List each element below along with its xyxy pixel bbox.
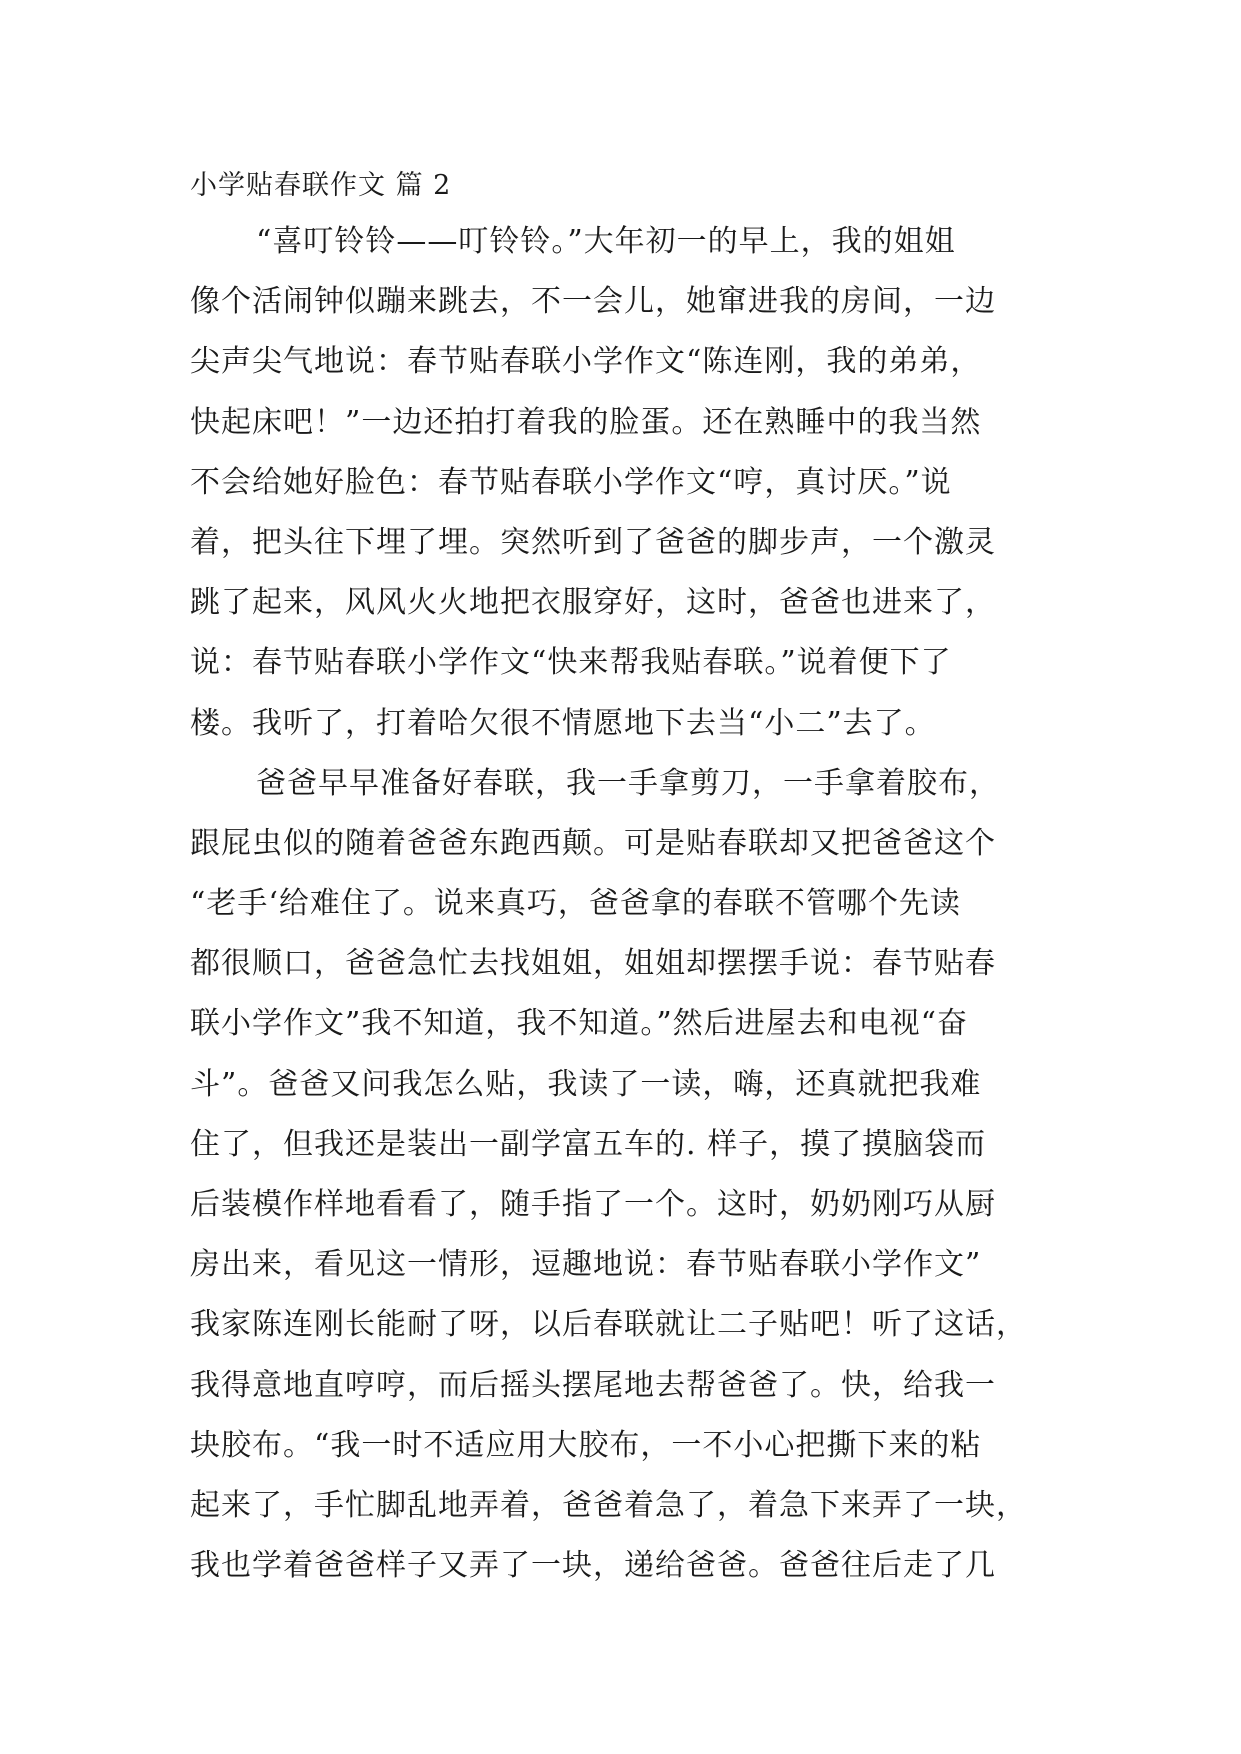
text-line: 跳了起来，风风火火地把衣服穿好，这时，爸爸也进来了， (190, 585, 996, 621)
text-line: 像个活闹钟似蹦来跳去，不一会儿，她窜进我的房间，一边 (190, 284, 996, 320)
text-line: 块胶布。“我一时不适应用大胶布，一不小心把撕下来的粘 (190, 1427, 982, 1463)
text-line: 联小学作文”我不知道，我不知道。”然后进屋去和电视“奋 (190, 1006, 969, 1042)
text-line: 斗”。爸爸又问我怎么贴，我读了一读，嗨，还真就把我难 (190, 1066, 982, 1102)
text-line: 我家陈连刚长能耐了呀，以后春联就让二子贴吧！听了这话， (190, 1307, 1027, 1343)
text-line: 后装模作样地看看了，随手指了一个。这时，奶奶刚巧从厨 (190, 1187, 996, 1222)
text-line: 我得意地直哼哼，而后摇头摆尾地去帮爸爸了。快，给我一 (190, 1367, 996, 1403)
text-line: 快起床吧！”一边还拍打着我的脸蛋。还在熟睡中的我当然 (190, 404, 982, 440)
text-line: “老手‘给难住了。说来真巧，爸爸拿的春联不管哪个先读 (190, 886, 961, 922)
text-line: 不会给她好脸色：春节贴春联小学作文“哼，真讨厌。”说 (190, 464, 952, 500)
text-line: 爸爸早早准备好春联，我一手拿剪刀，一手拿着胶布， (256, 765, 1000, 801)
text-line: 说：春节贴春联小学作文“快来帮我贴春联。”说着便下了 (190, 645, 952, 681)
paragraph-1 (190, 212, 1070, 754)
text-line: 住了，但我还是装出一副学富五车的. 样子，摸了摸脑袋而 (190, 1126, 987, 1162)
text-line: 房出来，看见这一情形，逗趣地说：春节贴春联小学作文” (190, 1247, 982, 1283)
text-line: 起来了，手忙脚乱地弄着，爸爸着急了，着急下来弄了一块， (190, 1487, 1027, 1523)
text-line: “喜叮铃铃——叮铃铃。”大年初一的早上，我的姐姐 (256, 224, 956, 259)
text-line: 着，把头往下埋了埋。突然听到了爸爸的脚步声，一个激灵 (190, 524, 996, 560)
document-page (190, 160, 1070, 1596)
text-line: 都很顺口，爸爸急忙去找姐姐，姐姐却摆摆手说：春节贴春 (190, 946, 996, 982)
document-title: 小学贴春联作文 篇 2 (190, 170, 452, 201)
text-line: 我也学着爸爸样子又弄了一块，递给爸爸。爸爸往后走了几 (190, 1548, 996, 1584)
text-line: 尖声尖气地说：春节贴春联小学作文“陈连刚，我的弟弟， (190, 344, 982, 380)
paragraph-2 (190, 754, 1070, 1597)
text-line: 跟屁虫似的随着爸爸东跑西颠。可是贴春联却又把爸爸这个 (190, 825, 996, 861)
text-line: 楼。我听了，打着哈欠很不情愿地下去当“小二”去了。 (190, 705, 936, 741)
